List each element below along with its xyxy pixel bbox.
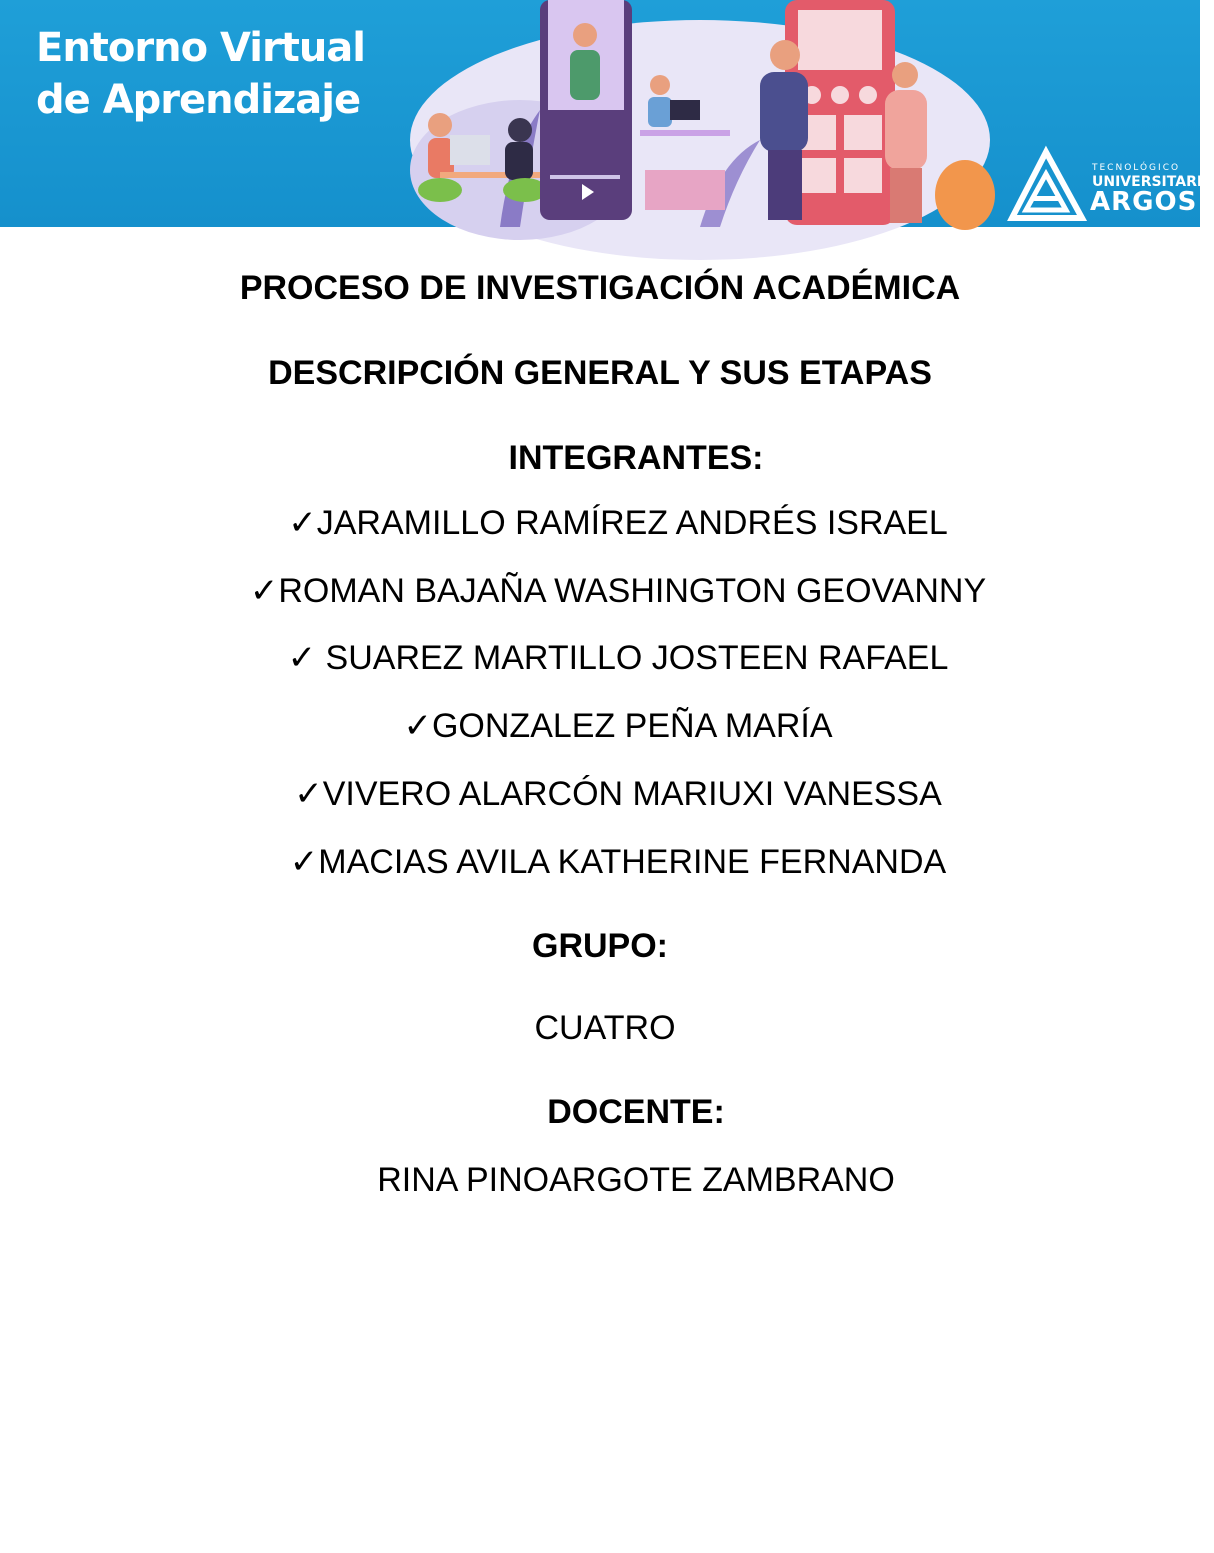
member-item: ✓JARAMILLO RAMÍREZ ANDRÉS ISRAEL [288,504,948,542]
member-item: ✓ SUAREZ MARTILLO JOSTEEN RAFAEL [287,639,949,677]
group-value: CUATRO [534,1009,676,1047]
logo-text-tecnologico: TECNOLÓGICO [1092,163,1181,173]
members-label: INTEGRANTES: [508,439,764,477]
argos-logo-mark [1012,148,1084,220]
banner-title-line2: de Aprendizaje [36,77,361,123]
group-label: GRUPO: [532,927,668,965]
document-subtitle: DESCRIPCIÓN GENERAL Y SUS ETAPAS [268,354,932,392]
argos-logo [1012,148,1214,220]
banner-illustration [400,0,990,227]
teacher-value: RINA PINOARGOTE ZAMBRANO [377,1161,895,1199]
banner-title [36,22,365,126]
member-item: ✓GONZALEZ PEÑA MARÍA [403,707,833,745]
member-item: ✓VIVERO ALARCÓN MARIUXI VANESSA [294,775,942,813]
member-item: ✓ROMAN BAJAÑA WASHINGTON GEOVANNY [249,572,987,610]
document-title: PROCESO DE INVESTIGACIÓN ACADÉMICA [239,269,961,307]
logo-text-argos: ARGOS [1090,187,1198,217]
member-item: ✓MACIAS AVILA KATHERINE FERNANDA [289,843,947,881]
logo-text-universitario: UNIVERSITARIO [1092,174,1214,190]
banner-title-line1: Entorno Virtual [36,25,366,71]
header-banner [0,0,1214,227]
teacher-label: DOCENTE: [547,1093,725,1131]
